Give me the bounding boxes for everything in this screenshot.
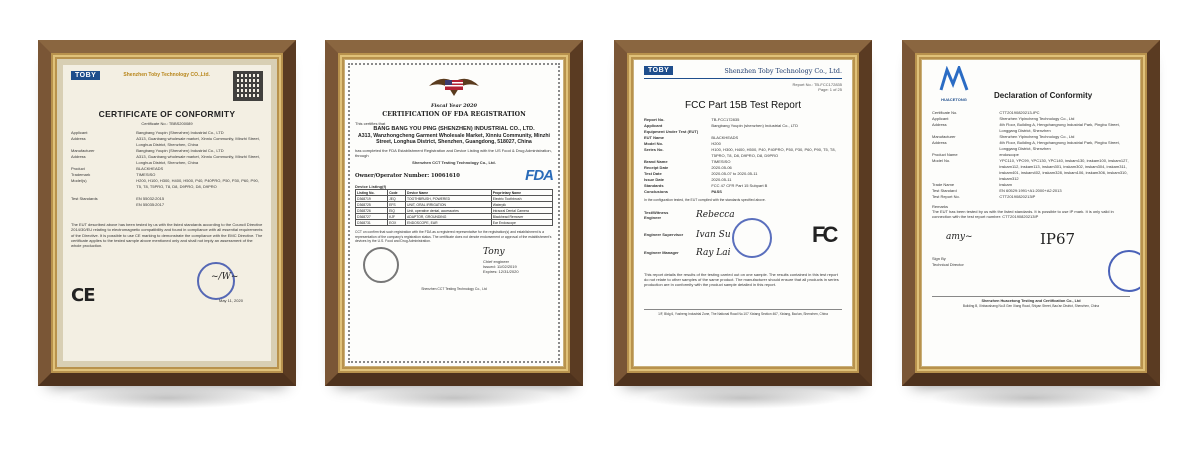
- expiry-date: Expires: 12/31/2020: [483, 269, 519, 275]
- certificate-fda: [344, 59, 564, 367]
- field-value: EN 60529:1991+A1:2000+A2:2013: [999, 188, 1062, 193]
- table-cell: D368725: [356, 202, 388, 208]
- table-header: Listing No.: [356, 190, 388, 196]
- field-value: CTT20190820213IP: [999, 194, 1036, 199]
- fda-footer: Shenzhen CCT Testing Technology Co., Ltd: [421, 287, 487, 292]
- field-label: Model No.: [932, 158, 951, 163]
- field-value: YPC110, YPC99, YPC130, YPC140, inskam130, inskam100, inskam127, inskam112, inskam113, inskam301, inskam302, inskam304, inskam311, inskam401, inskam402, inskam328, inskam106, inskam306, inskam310, inskam312: [999, 158, 1129, 181]
- field-value: TIMESISO: [711, 159, 731, 165]
- field-label: Address: [932, 140, 947, 145]
- table-header: Device Name: [406, 190, 492, 196]
- certificate-fields: [71, 130, 263, 190]
- fine-print: CCT on confirm that such registration with the FDA as a registered representative for the registration(s) and establishment is a representation of the company's registration status. The certificate does not denote endorsement or approval of the establishment's devices by the U.S. Food and Drug Administration.: [355, 230, 552, 243]
- field-label: Conclusions: [644, 189, 669, 195]
- agency-name: Shenzhen CCT Testing Technology Co., Ltd.: [412, 160, 496, 166]
- field-label: Issue Date: [644, 177, 665, 183]
- table-cell: Unit, operative dental, accessories: [406, 208, 492, 214]
- table-cell: EOX: [388, 220, 406, 226]
- test-standard: EN 55035:2017: [136, 202, 165, 208]
- field-label: Manufacturer: [71, 148, 95, 154]
- certificate-frame-doc: [902, 40, 1160, 386]
- field-label: Product Name: [932, 152, 958, 157]
- report-body-text: This report details the results of the testing carried out on one sample. The results contained in this test report do not relate to other samples of the same product. The manufacturer should ensure that all products in series production are in conformity with the product sample detailed in this report.: [644, 271, 839, 288]
- fiscal-year: Fiscal Year 2020: [430, 103, 478, 109]
- table-cell: Electric Toothbrush: [491, 196, 552, 202]
- certificate-number: Certificate No.: TBBS200089: [141, 121, 193, 126]
- field-label: Model(s): [71, 178, 87, 184]
- remarks-text: The EUT has been tested by us with the listed standards. It is possible to use IP mark. It is only valid in connection with the test report number: CTT20190820213IP: [932, 209, 1114, 220]
- company-name: BANG BANG YOU PING (SHENZHEN) INDUSTRIAL CO., LTD.: [373, 126, 535, 133]
- fcc-mark: FC: [812, 221, 836, 247]
- ce-mark: CE: [71, 285, 95, 307]
- field-value: FCC 47 CFR Part 15 Subpart B: [711, 183, 768, 189]
- certify-text: This certifies that: [355, 121, 386, 126]
- field-label: Applicant: [932, 116, 949, 121]
- engineer-supervisor-label: Engineer Supervisor: [644, 231, 684, 237]
- signature-icon: amy~: [946, 231, 973, 242]
- field-value: TB-FCC172835: [711, 117, 740, 123]
- cct-seal-icon: [363, 247, 399, 283]
- report-number-header: Report No.: TB-FCC172835: [792, 82, 842, 87]
- table-cell: Blackhead Remover: [491, 214, 552, 220]
- field-value: BLACKHEADS: [136, 166, 164, 172]
- declaration-title: Declaration of Conformity: [994, 91, 1093, 100]
- chief-engineer-label: Chief engineer: [483, 259, 510, 265]
- declaration-of-conformity: [921, 59, 1141, 367]
- certificate-frame-ce: [38, 40, 296, 386]
- field-value: TIMESISO: [136, 172, 156, 178]
- table-cell: EIQ: [388, 208, 406, 214]
- owner-number-label: Owner/Operator Number:: [355, 172, 430, 179]
- declaration-fields: [932, 110, 1130, 200]
- field-value: 2020-05-11: [711, 177, 732, 183]
- toby-seal-icon: [732, 218, 772, 258]
- report-footer: 1/F, Bldg 6, Yusheng Industrial Zone, The National Road No.107 Xixiang Section 467, Xixiang, Bao'an, Shenzhen, China: [658, 312, 828, 317]
- field-label: Series No.: [644, 147, 664, 153]
- footer-address: Building B, Xinbaoshang No.8 Gen Xiang Road, Shiyan Street, Bao'an District, Shenzhen, China: [962, 303, 1100, 308]
- field-value: Shenzhen Yipincheng Technology Co., Ltd: [999, 116, 1075, 121]
- table-cell: Waterpik: [491, 202, 552, 208]
- signature-icon: Ivan Su: [696, 229, 731, 240]
- signature-icon: Ray Lai: [696, 247, 731, 258]
- certificate-frame-fcc: [614, 40, 872, 386]
- field-label: Manufacturer: [932, 134, 956, 139]
- sign-by-label: Sign By: [932, 255, 946, 261]
- field-label: Report No.: [644, 117, 665, 123]
- field-value: 4th Floor, Building A, Hengchangrong Industrial Park, Pingbu Street, Longgang District, Shenzhen: [999, 140, 1120, 151]
- issued-date: Issued: 11/02/2019: [483, 264, 517, 270]
- table-cell: ADAPTOR, GROUNDING: [406, 214, 492, 220]
- field-label: Address: [71, 136, 86, 142]
- field-label: Receipt Date: [644, 165, 669, 171]
- page-number: Page: 1 of 25: [818, 87, 842, 93]
- table-cell: D368727: [356, 214, 388, 220]
- field-label: Certificate No.: [932, 110, 958, 115]
- remarks-label: Remarks: [932, 204, 949, 209]
- field-value: H200: [711, 141, 721, 147]
- certificate-title: CERTIFICATE OF CONFORMITY: [98, 109, 236, 119]
- fcc-test-report: [633, 59, 853, 367]
- signature-icon: Tony: [483, 247, 505, 258]
- field-value: H200, H100, H300, H400, H500, P40, P40PRO, P50, P30, P60, P90, T5, T8, T5PRO, T8, D8, D9PRO, D8, D9PRO: [136, 178, 259, 190]
- table-cell: ENDOSCOPE, EAR: [406, 220, 492, 226]
- company-header: Shenzhen Toby Technology CO.,Ltd.: [123, 72, 210, 78]
- certificate-body-text: The EUT described above has been tested by us with the listed standards according to the Council Directive 2014/30/EU relating to electromagnetic compatibility and found in compliance with all essential requirements of the Directive. It is possible to use CE marking to demonstrate the compliance with the EMC Directive. The certificate applies to the tested sample above mentioned only and shall not imply an assessment of the whole production.: [71, 222, 263, 249]
- report-title: FCC Part 15B Test Report: [685, 100, 801, 112]
- completed-text: has completed the FDA Establishment Registration and Device Listing with the US Food & Drug Administration, through: [355, 147, 552, 158]
- company-address: A313, Wanzhongcheng Garment Wholesale Market, Xinniu Community, Minzhi Street, Longhua District, Shenzhen, Guangdong, 518027, China: [358, 132, 550, 145]
- signature-icon: ~/W~: [211, 272, 239, 283]
- certificate-frame-fda: [325, 40, 583, 386]
- field-label: Applicant: [71, 130, 88, 136]
- field-label: Brand Name: [644, 159, 668, 165]
- witness-engineer-label: Test/Witness Engineer: [644, 209, 669, 220]
- field-label: Test Date: [644, 171, 662, 177]
- field-value: Bangbang Youpin (shenzhen) Industrial Co., LTD: [711, 123, 798, 129]
- field-label: Standards: [644, 183, 664, 189]
- table-cell: D368726: [356, 208, 388, 214]
- field-value: CTT20190820213-IPC: [999, 110, 1040, 115]
- company-header: Shenzhen Toby Technology Co., Ltd.: [724, 66, 842, 75]
- huacetong-logo-text: HUACETONG: [941, 97, 967, 102]
- field-label: Address: [932, 122, 947, 127]
- test-standard: EN 55032:2015: [136, 196, 165, 202]
- field-label: EUT Name: [644, 135, 665, 141]
- sign-date: May 11, 2020: [219, 298, 243, 304]
- test-standards-label: Test Standards: [71, 196, 98, 202]
- table-cell: D368719: [356, 196, 388, 202]
- toby-logo: TOBY: [71, 71, 100, 80]
- field-value: A313, Guanbang wholesale market, Xinniu Community, Minzhi Street, Longhua District, Shenzhen, China: [136, 136, 260, 148]
- table-cell: D368731: [356, 220, 388, 226]
- table-cell: KJF: [388, 214, 406, 220]
- table-cell: Intraoral Dental Camera: [491, 208, 552, 214]
- huacetong-seal-icon: [1108, 250, 1141, 292]
- table-cell: UNIT, ORAL IRRIGATION: [406, 202, 492, 208]
- field-label: Trade Name: [932, 182, 955, 187]
- field-label: Address: [71, 154, 86, 160]
- toby-logo: TOBY: [644, 66, 673, 75]
- field-value: endoscope: [999, 152, 1019, 157]
- fda-certificate-title: CERTIFICATION OF FDA REGISTRATION: [382, 111, 526, 118]
- field-value: Bangbang Youpin (Shenzhen) Industrial Co., LTD: [136, 130, 224, 136]
- field-label: Trademark: [71, 172, 91, 178]
- owner-number: 10061610: [431, 172, 460, 179]
- huacetong-logo-icon: [939, 66, 969, 92]
- field-value: A313, Guanbang wholesale market, Xinniu Community, Minzhi Street, Longhua District, Shenzhen, China: [136, 154, 260, 166]
- field-value: inskam: [999, 182, 1012, 187]
- technical-director-label: Technical Director: [932, 261, 964, 267]
- table-header: Code: [388, 190, 406, 196]
- field-value: H100, H300, H400, H500, P40, P40PRO, P50, P30, P60, P90, T5, T8, T5PRO, T8, D8, D9PRO, D8, D9PRO: [711, 147, 836, 159]
- field-label: Product: [71, 166, 85, 172]
- ip67-mark: IP67: [1040, 229, 1076, 248]
- field-value: 2020-05-07 to 2020-05-11: [711, 171, 758, 177]
- field-value: Bangbang Youpin (Shenzhen) Industrial Co., LTD: [136, 148, 224, 154]
- table-cell: JEQ: [388, 196, 406, 202]
- field-value: 2020-05-06: [711, 165, 732, 171]
- certificate-ce: [57, 59, 277, 367]
- field-value: 4th Floor, Building A, Hengchangrong Industrial Park, Pingbu Street, Longgang District, Shenzhen: [999, 122, 1120, 133]
- footer-company: Shenzhen Huacetong Testing and Certification Co., Ltd: [981, 298, 1081, 303]
- engineer-manager-label: Engineer Manager: [644, 249, 679, 255]
- table-cell: EFS: [388, 202, 406, 208]
- conclusion-value: PASS: [711, 189, 722, 195]
- field-label: Model No.: [644, 141, 664, 147]
- field-label: Test Report No.: [932, 194, 960, 199]
- ornamental-border: [348, 63, 560, 363]
- report-fields: [644, 117, 842, 195]
- table-cell: TOOTHBRUSH, POWERED: [406, 196, 492, 202]
- compliance-note: In the configuration tested, the EUT complied with the standards specified above.: [644, 198, 766, 203]
- qr-code-icon: [233, 71, 263, 101]
- field-value: BLACKHEADS: [711, 135, 739, 141]
- field-value: Shenzhen Yipincheng Technology Co., Ltd: [999, 134, 1075, 139]
- device-listing-label: Device Listing(f): [355, 184, 387, 190]
- field-label: Equipment Under Test (EUT): [644, 129, 699, 135]
- fda-logo: FDA: [525, 167, 553, 185]
- table-header: Proprietary Name: [491, 190, 552, 196]
- signature-icon: Rebecca: [696, 209, 735, 220]
- field-label: Applicant: [644, 123, 663, 129]
- table-cell: Ear Endoscope: [491, 220, 552, 226]
- field-label: Test Standard: [932, 188, 957, 193]
